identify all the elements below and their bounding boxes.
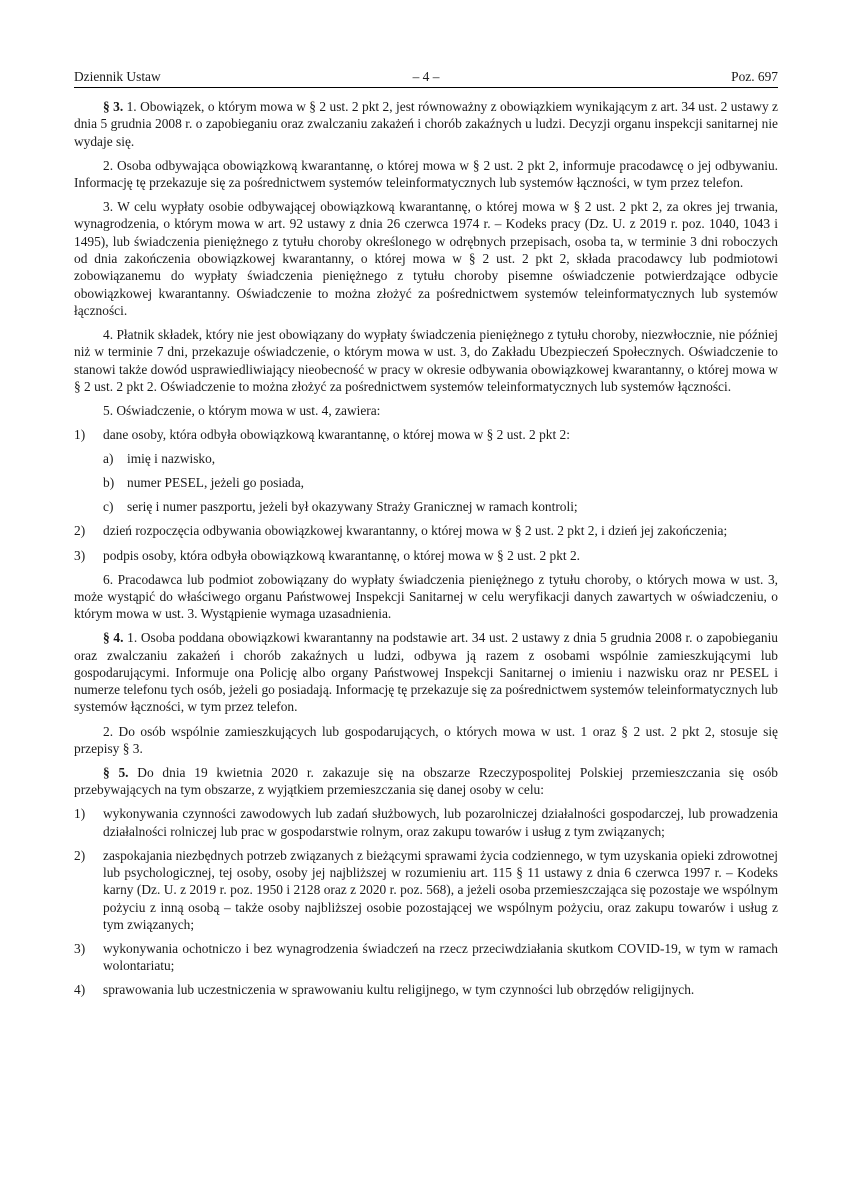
list-item bbox=[74, 426, 778, 443]
section-5-intro-text: Do dnia 19 kwietnia 2020 r. zakazuje się na obszarze Rzeczypospolitej Polskiej przemieszczania się osób przebywających na tym obszarze, z wyjątkiem przemieszczania się danej osoby w celu: bbox=[74, 764, 778, 798]
list-item-number: 1) bbox=[74, 427, 86, 443]
journal-title: Dziennik Ustaw bbox=[74, 69, 161, 84]
sub-list-item-letter: c) bbox=[103, 499, 114, 515]
section-3-paragraph-6: 6. Pracodawca lub podmiot zobowiązany do wypłaty świadczenia pieniężnego z tytułu choroby, o których mowa w ust. 3, może wystąpić do właściwego organu Państwowej Inspekcji Sanitarnej w celu weryfikacji danych zawartych w oświadczeniu, o którym mowa w ust. 3. Wystąpienie wymaga uzasadnienia. bbox=[74, 571, 778, 622]
list-item-number: 3) bbox=[74, 547, 86, 563]
list-item-text: dane osoby, która odbyła obowiązkową kwarantannę, o której mowa w § 2 ust. 2 pkt 2: bbox=[103, 427, 570, 443]
list-item bbox=[74, 547, 778, 564]
list-item-text: wykonywania ochotniczo i bez wynagrodzenia świadczeń na rzecz przeciwdziałania skutkom COVID-19, w tym w ramach wolontariatu; bbox=[103, 941, 778, 974]
sub-list-item-letter: b) bbox=[103, 475, 115, 491]
list-item bbox=[74, 981, 778, 998]
position-number: Poz. 697 bbox=[731, 69, 778, 84]
section-4-p1-text: 1. Osoba poddana obowiązkowi kwarantanny na podstawie art. 34 ust. 2 ustawy z dnia 5 grudnia 2008 r. o zapobieganiu oraz zwalczaniu zakażeń i chorób zakaźnych u ludzi, odbywa ją razem z osobami wspólnie zamieszkującymi lub gospodarującymi. Informuje ona Policję albo organy Państwowej Inspekcji Sanitarnej o imieniu i nazwisku oraz nr PESEL i numerze telefonu tych osób, jeżeli go posiadają. Informację tę przekazuje się za pośrednictwem systemów teleinformatycznych lub systemów łączności, w tym przez telefon. bbox=[74, 630, 778, 715]
section-3-paragraph-5: 5. Oświadczenie, o którym mowa w ust. 4, zawiera: bbox=[103, 402, 381, 418]
list-item bbox=[74, 940, 778, 975]
sub-list-item-text: serię i numer paszportu, jeżeli był okazywany Straży Granicznej w ramach kontroli; bbox=[127, 499, 578, 515]
list-item bbox=[74, 847, 778, 933]
list-item-text: zaspokajania niezbędnych potrzeb związanych z bieżącymi sprawami życia codziennego, w tym uzyskania opieki zdrowotnej lub psychologicznej, tej osoby, osoby jej najbliższej w rozumieniu art. 115 § 11 ustawy z dnia 6 czerwca 1997 r. – Kodeks karny (Dz. U. z 2019 r. poz. 1950 i 2128 oraz z 2020 r. poz. 568), a jeżeli osoba przemieszczająca się pozostaje we wspólnym pożyciu z inną osobą – także osoby najbliższej osobie pozostającej we wspólnym pożyciu, oraz zakupu towarów i usług z tym związanych; bbox=[103, 847, 778, 932]
list-item-number: 3) bbox=[74, 941, 86, 957]
sub-list-item bbox=[74, 498, 778, 515]
sub-list-item bbox=[74, 450, 778, 467]
sub-list-item-text: numer PESEL, jeżeli go posiada, bbox=[127, 475, 305, 491]
section-5-mark: § 5. bbox=[103, 764, 129, 780]
section-3-paragraph-2: 2. Osoba odbywająca obowiązkową kwarantannę, o której mowa w § 2 ust. 2 pkt 2, informuje pracodawcę o jej odbywaniu. Informację tę przekazuje się za pośrednictwem systemów teleinformatycznych lub systemów łączności, w tym przez telefon. bbox=[74, 157, 778, 190]
section-5-intro bbox=[74, 764, 778, 799]
section-4-paragraph-2: 2. Do osób wspólnie zamieszkujących lub gospodarujących, o których mowa w ust. 1 oraz § 2 ust. 2 pkt 2, stosuje się przepisy § 3. bbox=[74, 723, 778, 756]
section-4-paragraph-1 bbox=[74, 629, 778, 715]
page-header bbox=[74, 69, 778, 85]
section-3-p1-text: 1. Obowiązek, o którym mowa w § 2 ust. 2 pkt 2, jest równoważny z obowiązkiem wynikającym z art. 34 ust. 2 ustawy z dnia 5 grudnia 2008 r. o zapobieganiu oraz zwalczaniu zakażeń i chorób zakaźnych u ludzi. Decyzji organu inspekcji sanitarnej nie wydaje się. bbox=[74, 99, 779, 149]
section-3-paragraph-3: 3. W celu wypłaty osobie odbywającej obowiązkową kwarantannę, o której mowa w § 2 ust. 2 pkt 2, za okres jej trwania, wynagrodzenia, o którym mowa w art. 92 ustawy z dnia 26 czerwca 1974 r. – Kodeks pracy (Dz. U. z 2019 r. poz. 1040, 1043 i 1495), lub świadczenia pieniężnego z tytułu choroby określonego w odrębnych przepisach, osoba ta, w terminie 3 dni roboczych od dnia zakończenia obowiązkowej kwarantanny, o której mowa w § 2 ust. 2 pkt 2, składa pracodawcy lub podmiotowi zobowiązanemu do wypłaty świadczenia pieniężnego z tytułu choroby pisemne oświadczenie potwierdzające odbycie obowiązkowej kwarantanny. Oświadczenie to można złożyć za pośrednictwem systemów teleinformatycznych lub systemów łączności. bbox=[74, 199, 778, 318]
document-body bbox=[74, 98, 778, 1006]
list-item bbox=[74, 522, 778, 539]
section-4-mark: § 4. bbox=[103, 630, 124, 646]
header-rule bbox=[74, 87, 778, 88]
list-item-number: 4) bbox=[74, 982, 86, 998]
list-item-text: sprawowania lub uczestniczenia w sprawowaniu kultu religijnego, w tym czynności lub obrzędów religijnych. bbox=[103, 982, 695, 998]
sub-list-item-letter: a) bbox=[103, 451, 114, 467]
list-item-number: 1) bbox=[74, 806, 86, 822]
sub-list-item-text: imię i nazwisko, bbox=[127, 451, 216, 467]
sub-list-item bbox=[74, 474, 778, 491]
section-3-paragraph-1 bbox=[74, 98, 778, 150]
section-3-mark: § 3. bbox=[103, 99, 124, 114]
list-item bbox=[74, 805, 778, 840]
list-item-text: dzień rozpoczęcia odbywania obowiązkowej kwarantanny, o której mowa w § 2 ust. 2 pkt 2, i dzień jej zakończenia; bbox=[103, 523, 728, 539]
page-number: – 4 – bbox=[412, 69, 440, 84]
list-item-text: podpis osoby, która odbyła obowiązkową kwarantannę, o której mowa w § 2 ust. 2 pkt 2. bbox=[103, 547, 581, 563]
list-item-number: 2) bbox=[74, 523, 86, 539]
list-item-number: 2) bbox=[74, 847, 86, 863]
section-3-paragraph-4: 4. Płatnik składek, który nie jest obowiązany do wypłaty świadczenia pieniężnego z tytułu choroby, niezwłocznie, nie później niż w terminie 7 dni, przekazuje oświadczenie, o którym mowa w ust. 3, do Zakładu Ubezpieczeń Społecznych. Oświadczenie to stanowi także dowód usprawiedliwiający nieobecność w pracy w okresie odbywania obowiązkowej kwarantanny, o której mowa w § 2 ust. 2 pkt 2. Oświadczenie to można złożyć za pośrednictwem systemów teleinformatycznych lub systemów łączności. bbox=[74, 326, 778, 394]
list-item-text: wykonywania czynności zawodowych lub zadań służbowych, lub pozarolniczej działalności gospodarczej, lub prowadzenia działalności rolniczej lub prac w gospodarstwie rolnym, oraz zakupu towarów i usług z tym związanych; bbox=[103, 806, 778, 839]
